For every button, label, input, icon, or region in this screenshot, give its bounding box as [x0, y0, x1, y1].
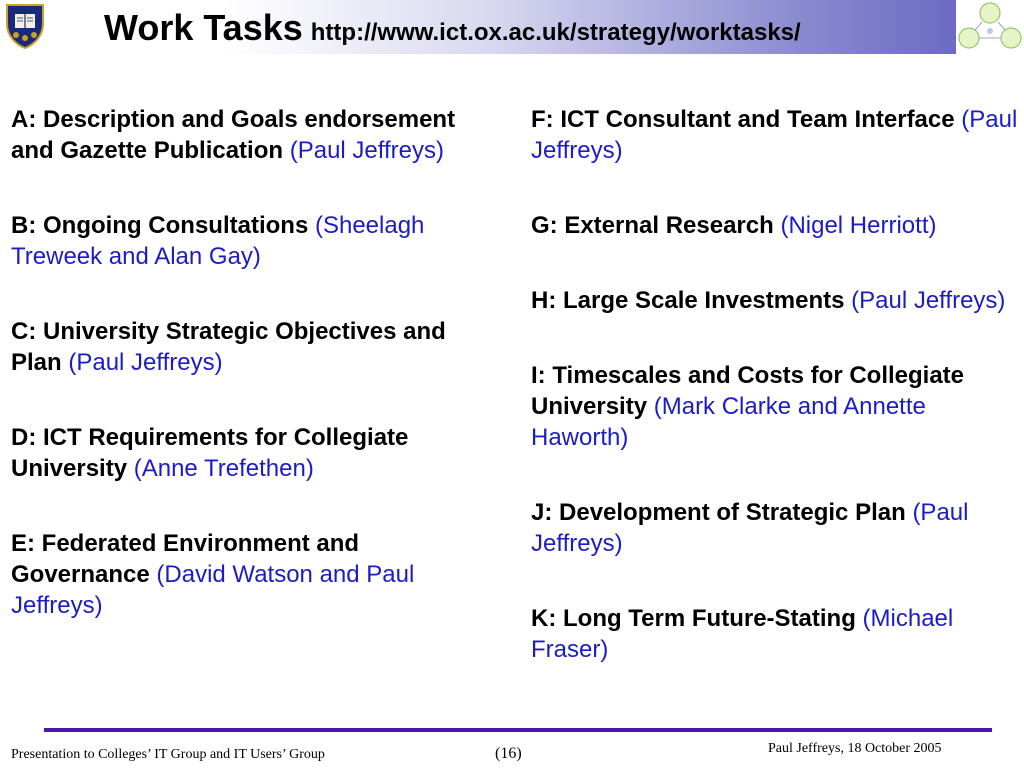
footer-divider: [44, 728, 992, 732]
task-item: [11, 528, 501, 621]
task-owner: (Paul Jeffreys): [531, 499, 969, 557]
task-owner: (Nigel Herriott): [780, 212, 937, 239]
task-item: [11, 210, 501, 272]
task-item: [11, 104, 501, 166]
task-label: H: Large Scale Investments: [531, 287, 845, 314]
slide-header: [0, 0, 1024, 54]
task-label: A: Description and Goals endorsement and Gazette Publication: [11, 106, 456, 164]
task-owner: (Anne Trefethen): [133, 455, 314, 482]
page-title: [104, 4, 801, 60]
task-item: [531, 603, 1021, 665]
task-owner: (Michael Fraser): [531, 605, 954, 663]
footer-page-number: (16): [495, 745, 522, 762]
task-owner: (Paul Jeffreys): [851, 287, 1006, 314]
tasks-right-column: [531, 104, 1021, 709]
task-item: [11, 316, 501, 378]
tasks-left-column: [11, 104, 501, 665]
task-item: [531, 497, 1021, 559]
task-owner: (Paul Jeffreys): [531, 106, 1018, 164]
title-text: Work Tasks: [104, 7, 303, 48]
task-label: F: ICT Consultant and Team Interface: [531, 106, 955, 133]
task-owner: (Paul Jeffreys): [68, 349, 223, 376]
task-item: [531, 210, 1021, 241]
task-owner: (David Watson and Paul Jeffreys): [11, 561, 415, 619]
footer-author-date: Paul Jeffreys, 18 October 2005: [768, 741, 942, 756]
task-label: D: ICT Requirements for Collegiate University: [11, 424, 409, 482]
task-item: [11, 422, 501, 484]
task-owner: (Paul Jeffreys): [289, 137, 444, 164]
task-label: I: Timescales and Costs for Collegiate University: [531, 362, 965, 420]
footer-presentation-title: Presentation to Colleges’ IT Group and IT Users’ Group: [11, 747, 325, 762]
title-url: http://www.ict.ox.ac.uk/strategy/worktasks/: [310, 19, 801, 46]
task-item: [531, 104, 1021, 166]
oxford-crest-icon: [2, 2, 48, 50]
task-label: E: Federated Environment and Governance: [11, 530, 360, 588]
task-label: B: Ongoing Consultations: [11, 212, 309, 239]
task-item: [531, 285, 1021, 316]
task-label: C: University Strategic Objectives and Plan: [11, 318, 446, 376]
task-label: G: External Research: [531, 212, 774, 239]
task-label: J: Development of Strategic Plan: [531, 499, 906, 526]
task-owner: (Mark Clarke and Annette Haworth): [531, 393, 926, 451]
strategy-diagram-icon: [956, 0, 1024, 54]
task-item: [531, 360, 1021, 453]
task-label: K: Long Term Future-Stating: [531, 605, 856, 632]
task-owner: (Sheelagh Treweek and Alan Gay): [11, 212, 425, 270]
